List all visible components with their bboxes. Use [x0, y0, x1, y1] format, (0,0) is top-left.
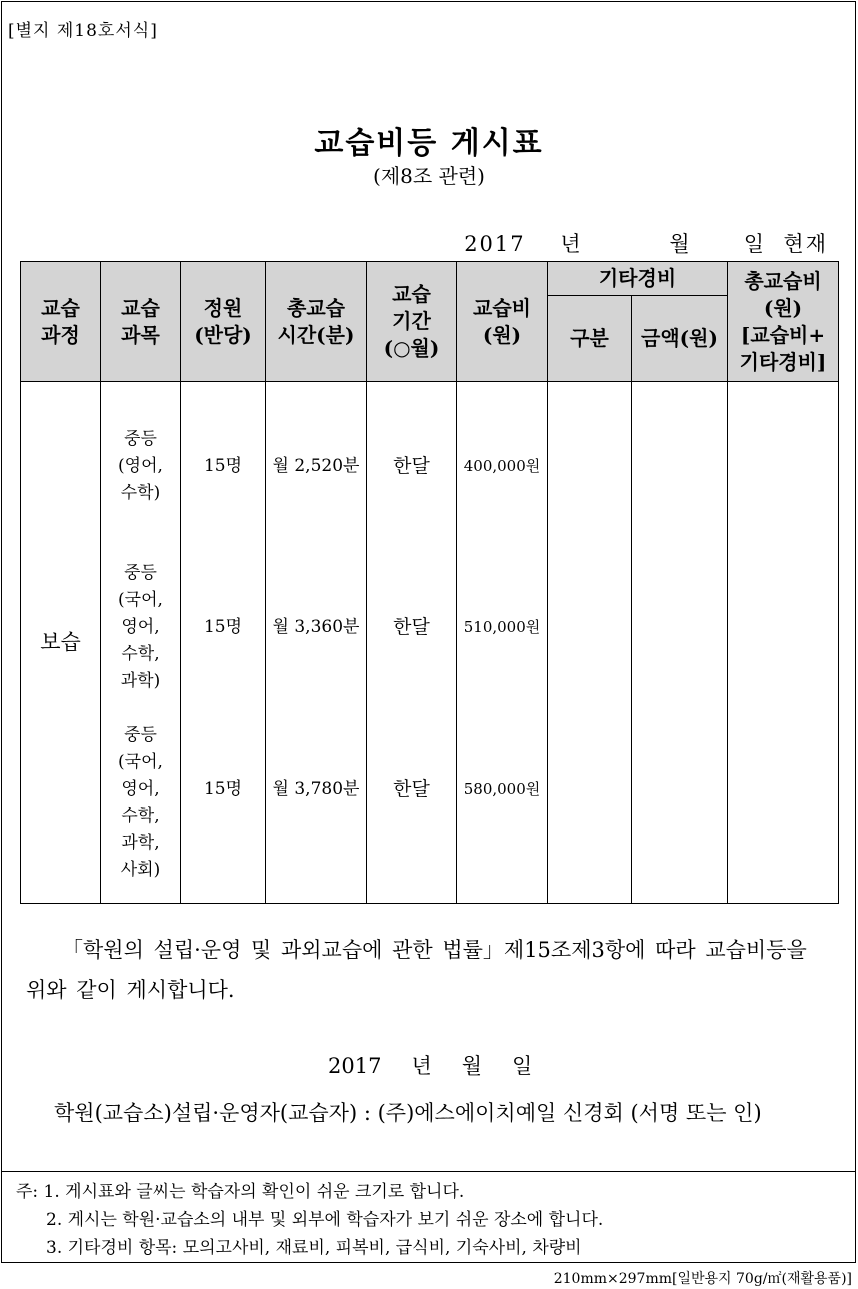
time-column — [266, 382, 367, 904]
course-cell: 보습 — [21, 382, 101, 904]
notes — [16, 1178, 603, 1262]
signing-day-unit: 일 — [512, 1054, 533, 1078]
operator-line: 학원(교습소)설립·운영자(교습자) : (주)에스에이치예일 신경회 (서명 또는 인) — [54, 1101, 762, 1125]
capacity-column — [181, 382, 266, 904]
document-title: 교습비등 게시표 — [314, 126, 544, 161]
signing-year: 2017 — [328, 1054, 382, 1078]
row-2-time: 월 3,360분 — [272, 617, 360, 637]
as-of-date — [464, 228, 828, 258]
fee-table — [20, 261, 839, 904]
row-3-capacity: 15명 — [203, 779, 243, 799]
other-amount-cell — [632, 382, 728, 904]
header-capacity: 정원 (반당) — [181, 262, 266, 382]
row-1-time: 월 2,520분 — [272, 456, 360, 476]
as-of-now: 현재 — [783, 232, 828, 256]
subject-column — [101, 382, 181, 904]
notice-paragraph: 「학원의 설립·운영 및 과외교습에 관한 법률」제15조제3항에 따라 교습비등을 위와 같이 게시합니다. — [26, 938, 807, 1002]
fee-column — [457, 382, 548, 904]
row-2-period: 한달 — [393, 616, 430, 638]
as-of-day-unit: 일 — [743, 232, 767, 256]
row-1-subject: 중등 (영어, 수학) — [118, 429, 163, 503]
header-other-expenses: 기타경비 — [548, 262, 728, 296]
row-1-fee: 400,000원 — [463, 457, 541, 475]
row-3-fee: 580,000원 — [463, 780, 541, 798]
as-of-year: 2017 — [464, 232, 526, 256]
total-fee-cell — [728, 382, 839, 904]
other-category-cell — [548, 382, 632, 904]
row-2-subject: 중등 (국어, 영어, 수학, 과학) — [118, 563, 163, 691]
header-other-amount: 금액(원) — [632, 296, 728, 382]
form-label: [별지 제18호서식] — [8, 21, 158, 41]
row-1-capacity: 15명 — [203, 456, 243, 476]
row-1-period: 한달 — [393, 455, 430, 477]
as-of-year-unit: 년 — [560, 232, 583, 256]
row-2-capacity: 15명 — [203, 617, 243, 637]
header-course: 교습 과정 — [21, 262, 101, 382]
row-3-period: 한달 — [393, 778, 430, 800]
notes-divider — [1, 1171, 856, 1172]
note-3: 3. 기타경비 항목: 모의고사비, 재료비, 피복비, 급식비, 기숙사비, 차량비 — [46, 1238, 582, 1258]
header-total-fee: 총교습비 (원) [교습비+ 기타경비] — [728, 262, 839, 382]
period-column — [367, 382, 457, 904]
as-of-month-unit: 월 — [669, 232, 692, 256]
header-other-category: 구분 — [548, 296, 632, 382]
document-subtitle: (제8조 관련) — [373, 164, 485, 188]
signing-month-unit: 월 — [461, 1054, 483, 1078]
header-total-time: 총교습 시간(분) — [266, 262, 367, 382]
note-1: 주: 1. 게시표와 글씨는 학습자의 확인이 쉬운 크기로 합니다. — [16, 1182, 465, 1202]
row-2-fee: 510,000원 — [463, 618, 541, 636]
header-period: 교습 기간 (○월) — [367, 262, 457, 382]
row-3-subject: 중등 (국어, 영어, 수학, 과학, 사회) — [118, 725, 163, 880]
header-fee: 교습비 (원) — [457, 262, 548, 382]
signing-year-unit: 년 — [411, 1054, 432, 1078]
row-3-time: 월 3,780분 — [272, 779, 360, 799]
signing-date — [328, 1050, 562, 1080]
note-2: 2. 게시는 학원·교습소의 내부 및 외부에 학습자가 보기 쉬운 장소에 합니다. — [46, 1210, 604, 1230]
paper-spec: 210mm×297mm[일반용지 70g/㎡(재활용품)] — [553, 1271, 852, 1287]
header-subject: 교습 과목 — [101, 262, 181, 382]
